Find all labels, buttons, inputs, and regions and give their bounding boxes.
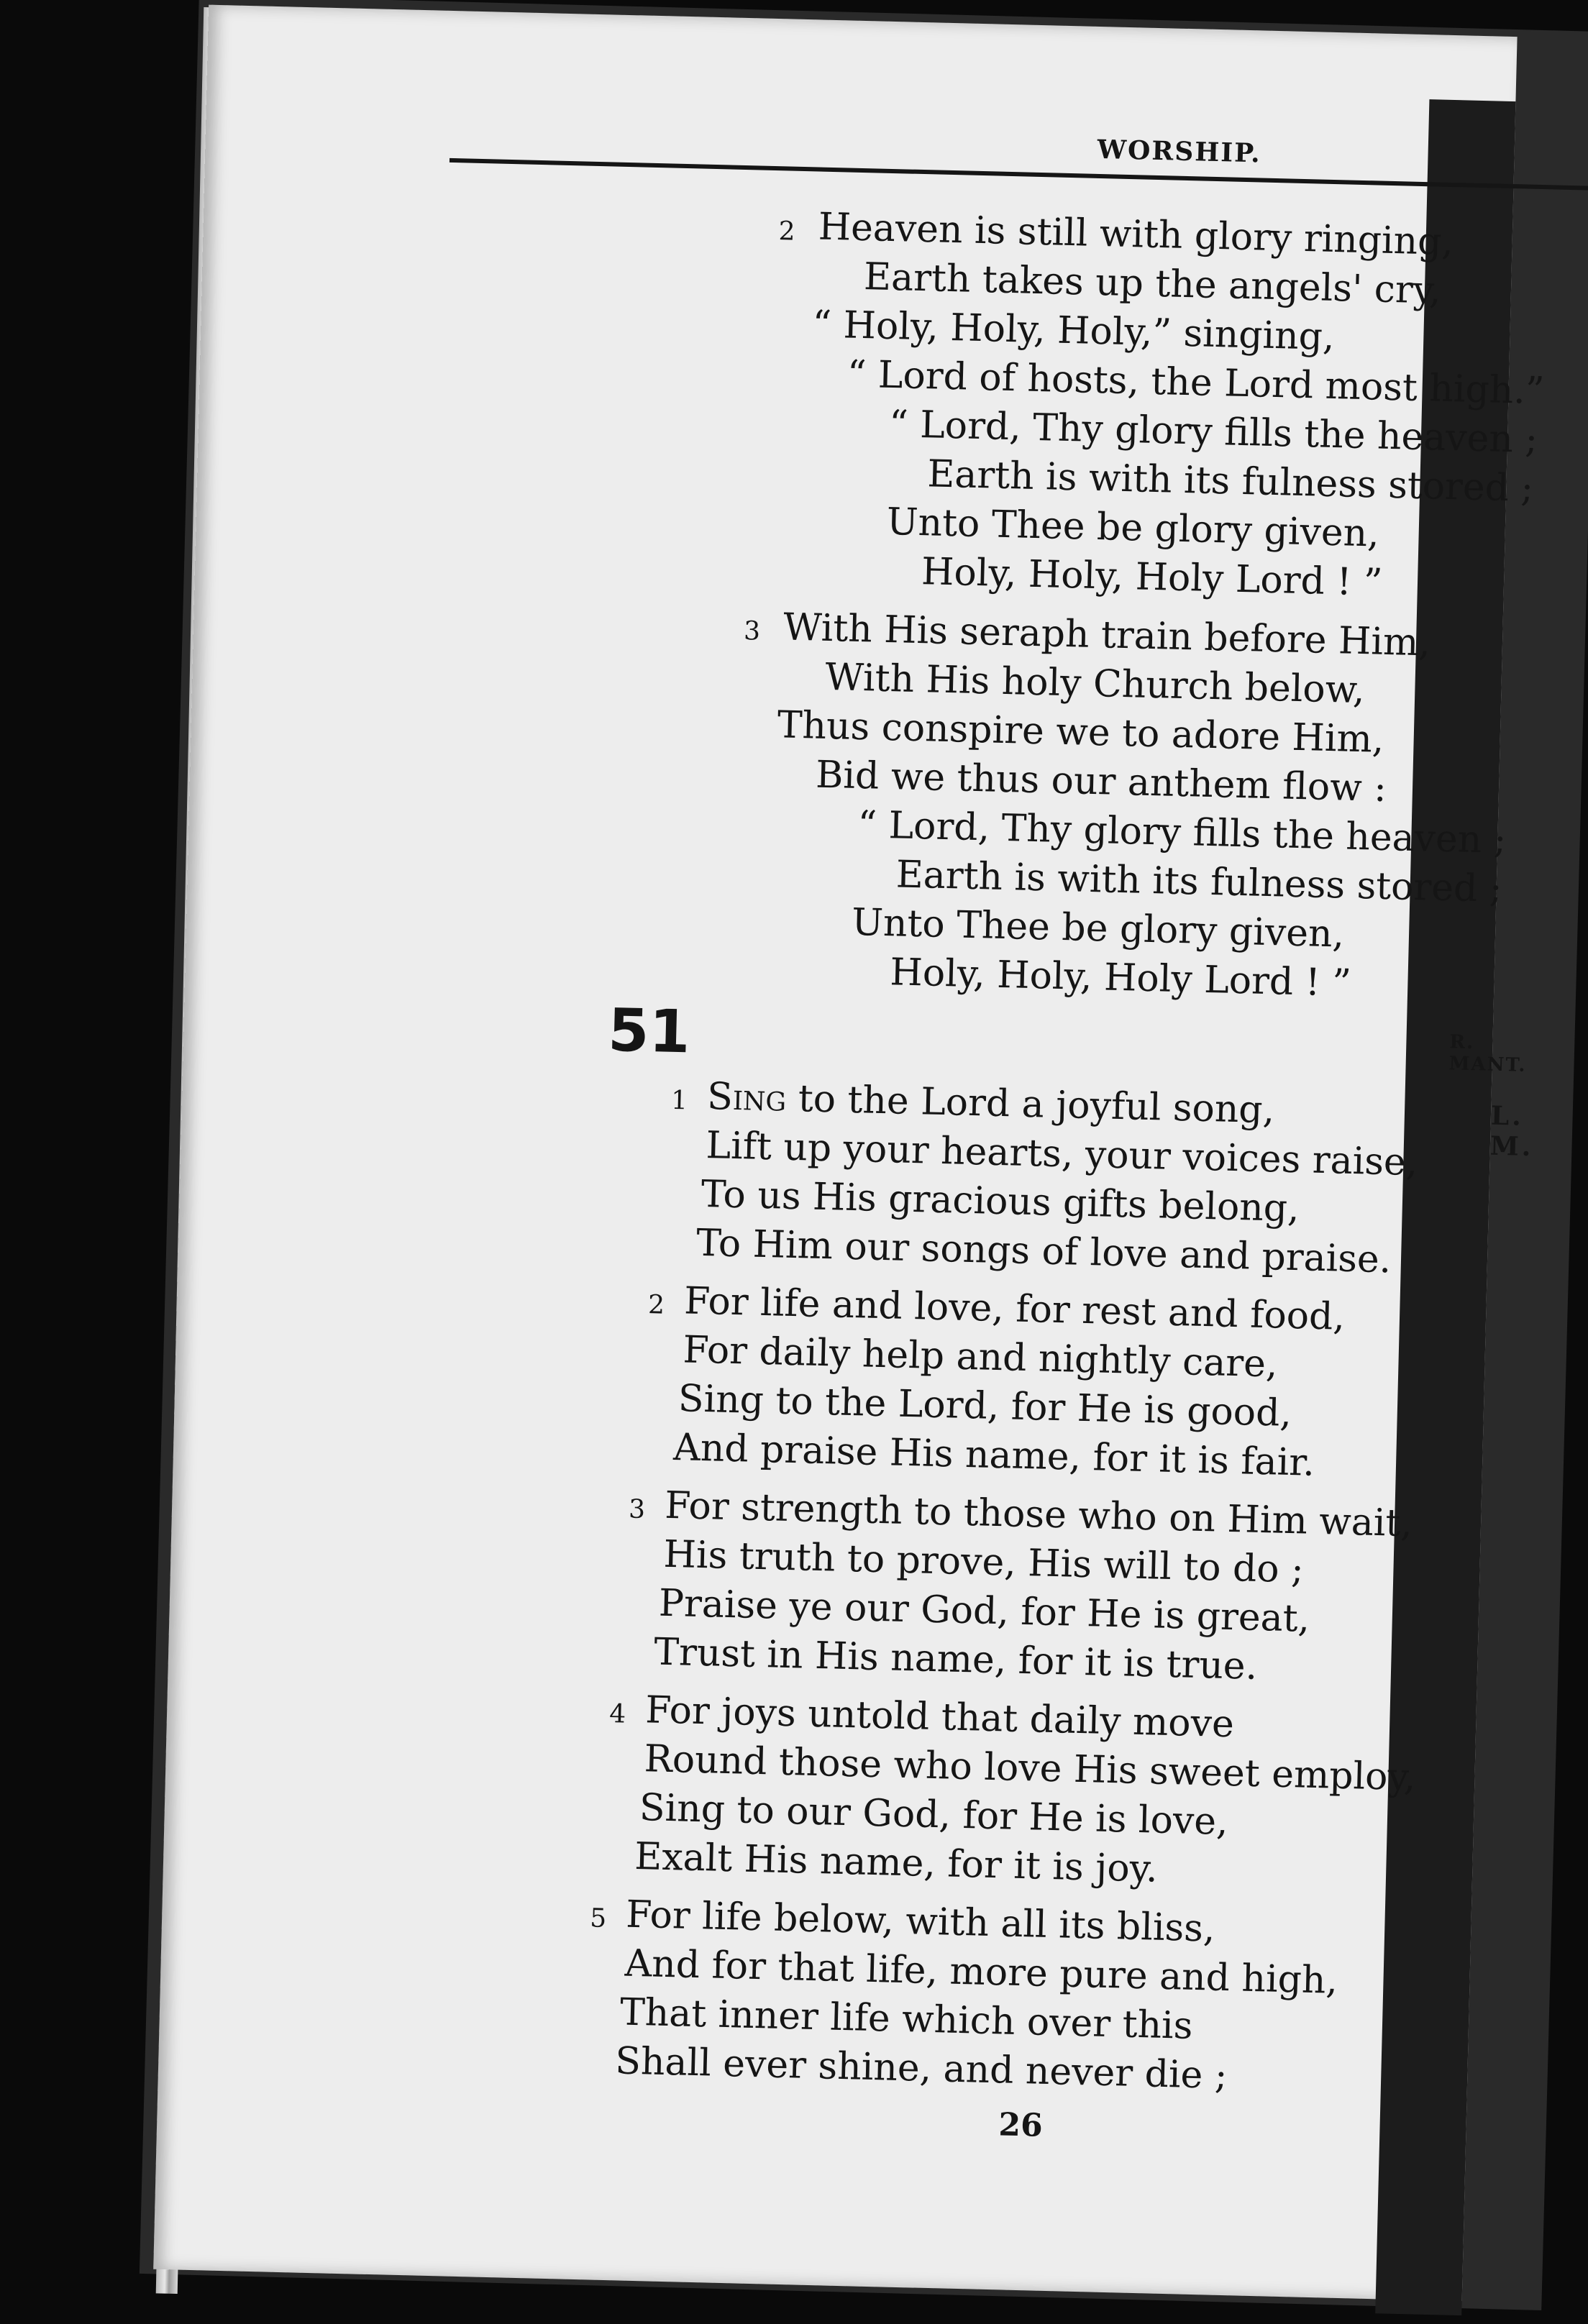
verse-line: Holy, Holy, Holy Lord ! ”	[921, 550, 1384, 605]
header-rule	[450, 158, 1588, 193]
verse-line: Lift up your hearts, your voices raise,	[705, 1124, 1418, 1185]
verse-line: “ Lord of hosts, the Lord most high.”	[847, 352, 1546, 413]
verse-line: And praise His name, for it is fair.	[672, 1426, 1315, 1485]
verse-line: Sing to our God, for He is love,	[639, 1786, 1229, 1844]
hymn-author: R. MANT.	[1448, 1031, 1527, 1076]
verse-line: Unto Thee be glory given,	[886, 500, 1380, 556]
page-content	[153, 5, 1546, 2302]
verse-line: Shall ever shine, and never die ;	[614, 2039, 1228, 2098]
verse-number: 2	[647, 1290, 665, 1320]
verse-line: Holy, Holy, Holy Lord ! ”	[889, 951, 1352, 1005]
verse-line: Earth is with its fulness stored ;	[895, 853, 1503, 911]
verse-line: For life below, with all its bliss,	[625, 1893, 1216, 1951]
running-header: WORSHIP.	[1097, 134, 1262, 169]
verse-number: 4	[608, 1698, 626, 1729]
book-page	[153, 5, 1546, 2302]
verse-line: With His seraph train before Him,	[782, 605, 1431, 665]
verse-line: To Him our songs of love and praise.	[695, 1221, 1392, 1282]
hymn-number: 51	[607, 996, 691, 1067]
verse-number: 3	[743, 616, 761, 646]
verse-line: For life and love, for rest and food,	[683, 1279, 1346, 1339]
verse-line: “ Lord, Thy glory fills the heaven ;	[857, 803, 1507, 863]
verse-number: 5	[589, 1903, 607, 1934]
verse-line: And for that life, more pure and high,	[624, 1941, 1338, 2003]
verse-line: Unto Thee be glory given,	[851, 900, 1345, 956]
verse-line: For strength to those who on Him wait,	[664, 1483, 1413, 1546]
verse-line: To us His gracious gifts belong,	[701, 1172, 1300, 1231]
drop-word: Sing	[706, 1075, 788, 1120]
page-number: 26	[998, 2106, 1044, 2144]
verse-line: Earth takes up the angels' cry,	[863, 255, 1442, 313]
verse-line: Exalt His name, for it is joy.	[634, 1834, 1159, 1891]
hymn-meter: L. M.	[1489, 1100, 1534, 1163]
verse-line: Trust in His name, for it is true.	[653, 1630, 1258, 1688]
verse-line: Thus conspire we to adore Him,	[777, 703, 1385, 761]
verse-line: Heaven is still with glory ringing,	[818, 205, 1454, 265]
verse-line: For daily help and nightly care,	[682, 1328, 1279, 1386]
verse-line: Earth is with its fulness stored ;	[926, 452, 1534, 511]
verse-line: That inner life which over this	[619, 1990, 1194, 2048]
verse-line: “ Holy, Holy, Holy,” singing,	[811, 303, 1336, 360]
verse-number: 1	[670, 1085, 688, 1116]
first-line-rest: to the Lord a joyful song,	[785, 1076, 1275, 1133]
verse-line: With His holy Church below,	[824, 655, 1366, 713]
verse-line: His truth to prove, His will to do ;	[662, 1532, 1305, 1592]
verse-number: 2	[778, 216, 796, 247]
verse-number: 3	[628, 1494, 646, 1525]
verse-line: Praise ye our God, for He is great,	[658, 1581, 1310, 1641]
verse-line: Bid we thus our anthem flow :	[815, 753, 1387, 810]
verse-line: For joys untold that daily move	[644, 1688, 1235, 1747]
verse-line: Sing to the Lord, for He is good,	[677, 1377, 1292, 1436]
verse-first-line	[706, 1075, 1275, 1133]
verse-line: “ Lord, Thy glory fills the heaven ;	[888, 402, 1538, 462]
verse-line: Round those who love His sweet employ,	[644, 1737, 1417, 1800]
